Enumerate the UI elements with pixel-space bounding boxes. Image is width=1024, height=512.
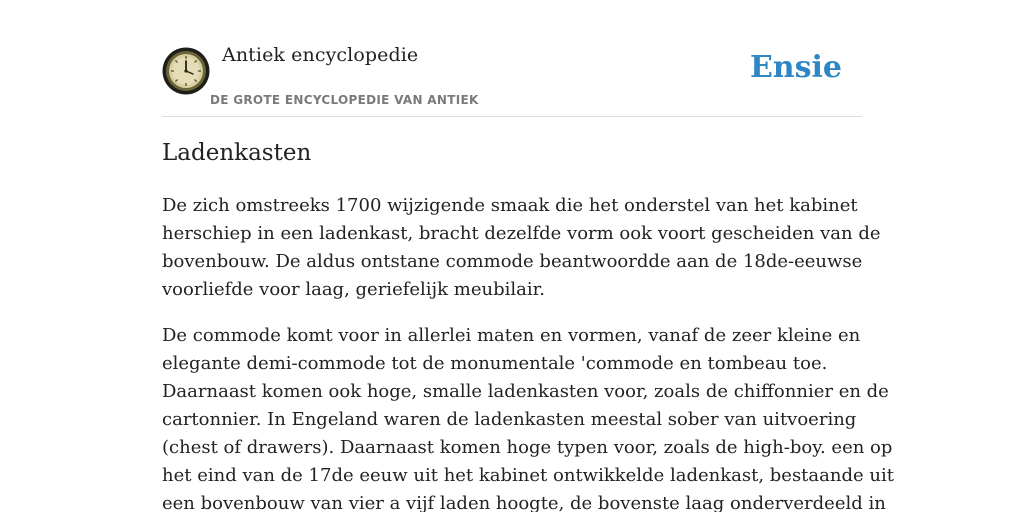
paragraph-line: voorliefde voor laag, geriefelijk meubilair.: [162, 279, 545, 300]
paragraph-line: Daarnaast komen ook hoge, smalle ladenkasten voor, zoals de chiffonnier en de: [162, 381, 889, 402]
article-paragraph: [162, 192, 881, 304]
article-body: [162, 192, 894, 512]
site-subtitle: DE GROTE ENCYCLOPEDIE VAN ANTIEK: [210, 93, 479, 107]
paragraph-line: De commode komt voor in allerlei maten en vormen, vanaf de zeer kleine en: [162, 325, 861, 346]
paragraph-line: bovenbouw. De aldus ontstane commode beantwoordde aan de 18de-eeuwse: [162, 251, 863, 272]
antique-clock-icon[interactable]: [162, 47, 210, 95]
paragraph-line: elegante demi-commode tot de monumentale 'commode en tombeau toe.: [162, 353, 828, 374]
ensie-logo-link[interactable]: Ensie: [749, 50, 842, 85]
paragraph-line: het eind van de 17de eeuw uit het kabinet ontwikkelde ladenkast, bestaande uit: [162, 465, 894, 486]
paragraph-line: (chest of drawers). Daarnaast komen hoge typen voor, zoals de high-boy. een op: [162, 437, 893, 458]
paragraph-line: een bovenbouw van vier a vijf laden hoogte, de bovenste laag onderverdeeld in: [162, 493, 886, 512]
paragraph-line: herschiep in een ladenkast, bracht dezelfde vorm ook voort gescheiden van de: [162, 223, 881, 244]
site-title[interactable]: Antiek encyclopedie: [222, 44, 419, 66]
article-title: Ladenkasten: [162, 140, 312, 166]
article-paragraph: [162, 322, 894, 512]
paragraph-line: cartonnier. In Engeland waren de ladenkasten meestal sober van uitvoering: [162, 409, 857, 430]
paragraph-line: De zich omstreeks 1700 wijzigende smaak die het onderstel van het kabinet: [162, 195, 858, 216]
site-header: [162, 0, 862, 117]
